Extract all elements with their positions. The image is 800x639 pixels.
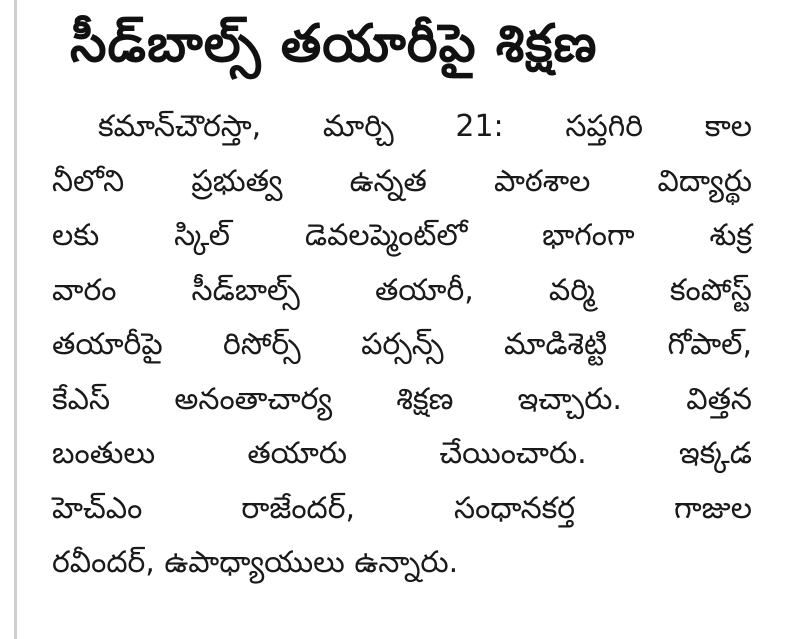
body-line: లకు స్కిల్ డెవలప్మెంట్‌లో భాగంగా శుక్ర xyxy=(52,218,752,253)
column-divider xyxy=(14,0,17,639)
headline: సీడ్‌బాల్స్ తయారీపై శిక్షణ xyxy=(70,14,598,74)
body-line: హెచ్ఎం రాజేందర్, సంధానకర్త గాజుల xyxy=(52,490,752,526)
body-line: బంతులు తయారు చేయించారు. ఇక్కడ xyxy=(52,436,752,471)
body-line: కేఎస్ అనంతాచార్య శిక్షణ ఇచ్చారు. విత్తన xyxy=(52,381,752,417)
article-body xyxy=(52,100,752,591)
body-line: నీలోని ప్రభుత్వ ఉన్నత పాఠశాల విద్యార్థు xyxy=(52,163,752,199)
body-line: రవీందర్, ఉపాధ్యాయులు ఉన్నారు. xyxy=(52,545,459,580)
body-line: కమాన్‌చౌరస్తా, మార్చి 21: సప్తగిరి కాల xyxy=(98,109,752,144)
body-line: తయారీపై రిసోర్స్ పర్సన్స్ మాడిశెట్టి గోపాల్, xyxy=(52,327,752,362)
body-line: వారం సీడ్‌బాల్స్ తయారీ, వర్మి కంపోస్ట్ xyxy=(52,272,752,308)
